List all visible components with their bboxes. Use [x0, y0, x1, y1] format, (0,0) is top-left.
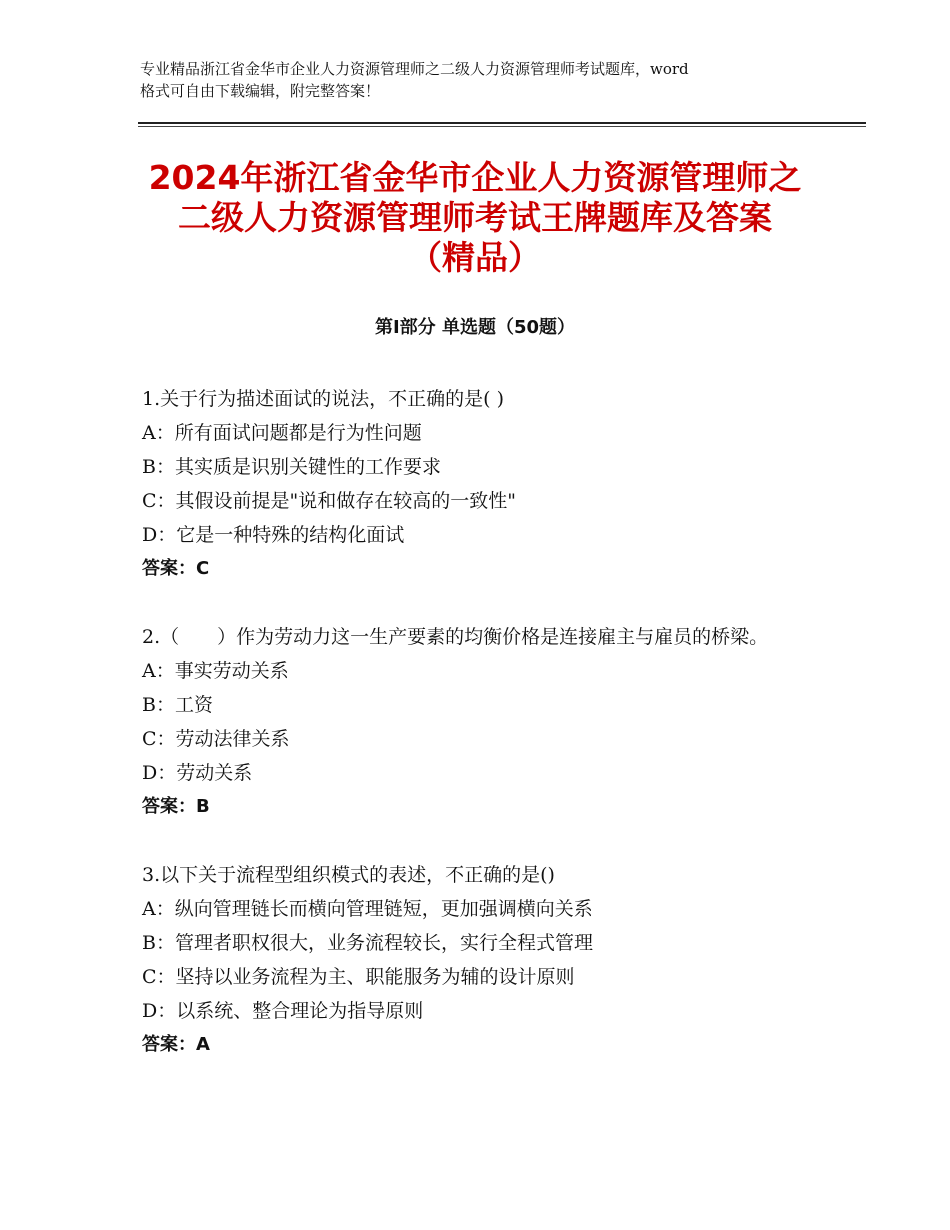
header-note: 专业精品浙江省金华市企业人力资源管理师之二级人力资源管理师考试题库，word 格式可自由下载编辑，附完整答案！ [140, 60, 689, 100]
option-a: A：事实劳动关系 [142, 660, 289, 682]
option-d: D：劳动关系 [142, 762, 253, 784]
document-title [120, 158, 830, 278]
option-a: A：所有面试问题都是行为性问题 [142, 422, 422, 444]
question-list [142, 382, 822, 1096]
answer: 答案：A [142, 1034, 210, 1055]
section-heading: 第Ⅰ部分 单选题（50题） [374, 317, 575, 338]
option-c: C：坚持以业务流程为主、职能服务为辅的设计原则 [142, 966, 575, 988]
title-line-3: （精品） [409, 238, 541, 277]
question-2 [142, 620, 822, 824]
option-b: B：管理者职权很大，业务流程较长，实行全程式管理 [142, 932, 593, 954]
header-divider-thin [138, 126, 866, 127]
question-stem: 2.（ ）作为劳动力这一生产要素的均衡价格是连接雇主与雇员的桥梁。 [142, 626, 769, 648]
title-line-2: 二级人力资源管理师考试王牌题库及答案 [178, 198, 772, 237]
option-b: B：工资 [142, 694, 213, 716]
answer: 答案：C [142, 558, 210, 579]
question-stem: 1.关于行为描述面试的说法，不正确的是( ) [142, 388, 504, 410]
option-c: C：其假设前提是"说和做存在较高的一致性" [142, 490, 517, 512]
option-b: B：其实质是识别关键性的工作要求 [142, 456, 441, 478]
question-stem: 3.以下关于流程型组织模式的表述，不正确的是() [142, 864, 555, 886]
option-d: D：以系统、整合理论为指导原则 [142, 1000, 424, 1022]
question-1 [142, 382, 822, 586]
title-line-1: 2024年浙江省金华市企业人力资源管理师之 [148, 158, 802, 197]
answer: 答案：B [142, 796, 210, 817]
option-c: C：劳动法律关系 [142, 728, 290, 750]
header-divider-thick [138, 122, 866, 124]
option-d: D：它是一种特殊的结构化面试 [142, 524, 405, 546]
option-a: A：纵向管理链长而横向管理链短，更加强调横向关系 [142, 898, 593, 920]
question-3 [142, 858, 822, 1062]
